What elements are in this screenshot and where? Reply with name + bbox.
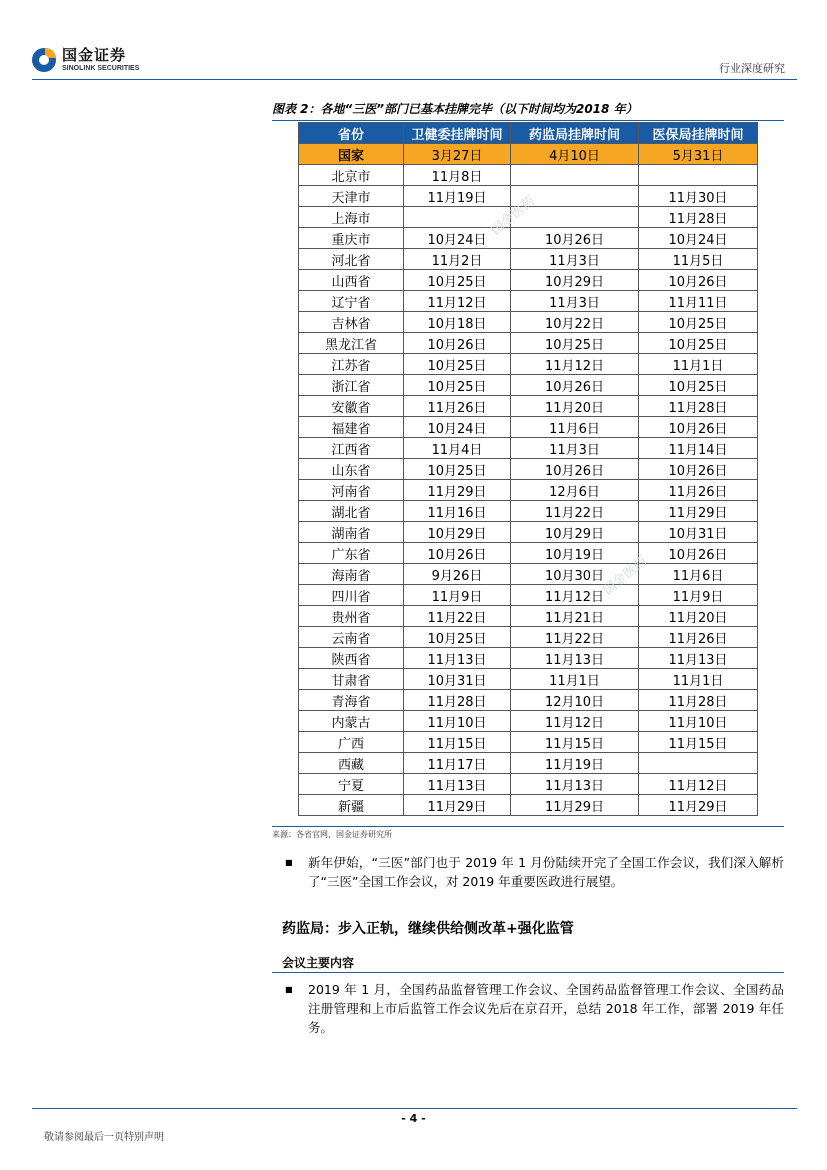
cell-province: 浙江省: [299, 375, 404, 396]
cell-medical-insurance-date: 5月31日: [639, 144, 758, 165]
cell-medical-insurance-date: 11月30日: [639, 186, 758, 207]
cell-health-commission-date: 10月26日: [404, 543, 511, 564]
table-row: [299, 417, 758, 438]
cell-province: 江苏省: [299, 354, 404, 375]
table-row: [299, 774, 758, 795]
figure-title: 图表 2：各地“三医”部门已基本挂牌完毕（以下时间均为2018 年）: [272, 102, 638, 116]
cell-province: 河北省: [299, 249, 404, 270]
cell-medical-insurance-date: 11月26日: [639, 627, 758, 648]
cell-drug-administration-date: 10月19日: [511, 543, 639, 564]
table-row: [299, 732, 758, 753]
table-row: [299, 165, 758, 186]
cell-province: 国家: [299, 144, 404, 165]
table-row: [299, 795, 758, 816]
report-type-label: 行业深度研究: [719, 62, 785, 75]
cell-province: 青海省: [299, 690, 404, 711]
cell-province: 甘肃省: [299, 669, 404, 690]
page-number: - 4 -: [401, 1112, 426, 1125]
cell-province: 宁夏: [299, 774, 404, 795]
cell-medical-insurance-date: 11月29日: [639, 795, 758, 816]
table-row: [299, 501, 758, 522]
listing-dates-table: [298, 122, 758, 816]
cell-medical-insurance-date: 11月9日: [639, 585, 758, 606]
cell-medical-insurance-date: 10月25日: [639, 333, 758, 354]
bullet-icon: ■: [285, 858, 293, 867]
table-row: [299, 606, 758, 627]
cell-drug-administration-date: 12月10日: [511, 690, 639, 711]
cell-medical-insurance-date: 10月26日: [639, 459, 758, 480]
cell-drug-administration-date: 4月10日: [511, 144, 639, 165]
table-row: [299, 333, 758, 354]
cell-drug-administration-date: 12月6日: [511, 480, 639, 501]
cell-health-commission-date: 11月10日: [404, 711, 511, 732]
cell-medical-insurance-date: 10月24日: [639, 228, 758, 249]
cell-health-commission-date: 11月15日: [404, 732, 511, 753]
column-header-province: 省份: [299, 123, 404, 144]
cell-drug-administration-date: 11月20日: [511, 396, 639, 417]
bullet-icon: ■: [285, 985, 293, 994]
cell-health-commission-date: 11月22日: [404, 606, 511, 627]
cell-province: 贵州省: [299, 606, 404, 627]
cell-medical-insurance-date: 11月15日: [639, 732, 758, 753]
cell-health-commission-date: 11月16日: [404, 501, 511, 522]
footer-divider: [32, 1108, 797, 1109]
column-header-medical-insurance: 医保局挂牌时间: [639, 123, 758, 144]
cell-health-commission-date: 11月8日: [404, 165, 511, 186]
section-heading: 药监局：步入正轨，继续供给侧改革+强化监管: [282, 921, 574, 937]
subsection-rule: [272, 972, 784, 973]
cell-drug-administration-date: 10月26日: [511, 228, 639, 249]
cell-medical-insurance-date: 11月10日: [639, 711, 758, 732]
cell-medical-insurance-date: 10月26日: [639, 270, 758, 291]
cell-province: 天津市: [299, 186, 404, 207]
cell-medical-insurance-date: 11月1日: [639, 669, 758, 690]
figure-top-rule: [272, 120, 784, 121]
cell-medical-insurance-date: 10月26日: [639, 417, 758, 438]
cell-drug-administration-date: 11月12日: [511, 354, 639, 375]
subsection-heading: 会议主要内容: [282, 956, 355, 970]
cell-health-commission-date: 11月12日: [404, 291, 511, 312]
cell-medical-insurance-date: 11月14日: [639, 438, 758, 459]
cell-health-commission-date: 11月9日: [404, 585, 511, 606]
company-logo: [32, 48, 139, 72]
cell-province: 四川省: [299, 585, 404, 606]
table-row: [299, 564, 758, 585]
header-divider: [32, 79, 797, 80]
cell-province: 吉林省: [299, 312, 404, 333]
cell-province: 海南省: [299, 564, 404, 585]
cell-health-commission-date: 10月24日: [404, 228, 511, 249]
cell-health-commission-date: 10月31日: [404, 669, 511, 690]
cell-drug-administration-date: 11月29日: [511, 795, 639, 816]
cell-health-commission-date: 10月25日: [404, 627, 511, 648]
cell-medical-insurance-date: 10月31日: [639, 522, 758, 543]
cell-drug-administration-date: 11月19日: [511, 753, 639, 774]
cell-province: 广东省: [299, 543, 404, 564]
cell-drug-administration-date: 11月22日: [511, 627, 639, 648]
cell-province: 福建省: [299, 417, 404, 438]
page-header: [0, 0, 827, 86]
cell-health-commission-date: 3月27日: [404, 144, 511, 165]
table-row: [299, 480, 758, 501]
cell-health-commission-date: 10月25日: [404, 459, 511, 480]
cell-province: 湖北省: [299, 501, 404, 522]
cell-health-commission-date: 11月26日: [404, 396, 511, 417]
table-header-row: [299, 123, 758, 144]
cell-province: 广西: [299, 732, 404, 753]
cell-medical-insurance-date: 11月29日: [639, 501, 758, 522]
cell-health-commission-date: 11月29日: [404, 480, 511, 501]
cell-province: 陕西省: [299, 648, 404, 669]
cell-health-commission-date: 11月19日: [404, 186, 511, 207]
cell-province: 河南省: [299, 480, 404, 501]
cell-medical-insurance-date: 11月12日: [639, 774, 758, 795]
figure-bottom-rule: [272, 826, 784, 827]
table-row-national: [299, 144, 758, 165]
cell-drug-administration-date: 11月3日: [511, 291, 639, 312]
cell-medical-insurance-date: [639, 753, 758, 774]
cell-health-commission-date: 10月25日: [404, 375, 511, 396]
cell-medical-insurance-date: 10月25日: [639, 312, 758, 333]
figure-source: 来源：各省官网，国金证券研究所: [272, 830, 392, 839]
logo-mark-icon: [32, 48, 56, 72]
table-row: [299, 354, 758, 375]
table-row: [299, 585, 758, 606]
cell-medical-insurance-date: 11月5日: [639, 249, 758, 270]
cell-province: 重庆市: [299, 228, 404, 249]
table-row: [299, 375, 758, 396]
cell-province: 云南省: [299, 627, 404, 648]
table-row: [299, 648, 758, 669]
cell-drug-administration-date: 11月22日: [511, 501, 639, 522]
cell-medical-insurance-date: 11月11日: [639, 291, 758, 312]
cell-health-commission-date: 11月29日: [404, 795, 511, 816]
cell-health-commission-date: 10月26日: [404, 333, 511, 354]
table-row: [299, 396, 758, 417]
table-row: [299, 522, 758, 543]
table-row: [299, 291, 758, 312]
table-row: [299, 270, 758, 291]
table-row: [299, 312, 758, 333]
cell-health-commission-date: 11月17日: [404, 753, 511, 774]
cell-medical-insurance-date: 11月28日: [639, 207, 758, 228]
cell-province: 新疆: [299, 795, 404, 816]
paragraph-meeting: 2019 年 1 月，全国药品监督管理工作会议、全国药品监督管理工作会议、全国药品注册管理和上市后监管工作会议先后在京召开，总结 2018 年工作，部署 2019 年任务。: [308, 982, 784, 1035]
cell-health-commission-date: 11月13日: [404, 648, 511, 669]
cell-medical-insurance-date: 11月20日: [639, 606, 758, 627]
cell-province: 安徽省: [299, 396, 404, 417]
cell-medical-insurance-date: 11月1日: [639, 354, 758, 375]
cell-province: 山西省: [299, 270, 404, 291]
cell-drug-administration-date: 11月13日: [511, 648, 639, 669]
table-row: [299, 459, 758, 480]
watermark: 国金医药: [600, 553, 651, 599]
cell-medical-insurance-date: 10月25日: [639, 375, 758, 396]
cell-health-commission-date: 11月28日: [404, 690, 511, 711]
cell-drug-administration-date: 10月26日: [511, 459, 639, 480]
cell-health-commission-date: 10月29日: [404, 522, 511, 543]
cell-health-commission-date: 9月26日: [404, 564, 511, 585]
table-row: [299, 690, 758, 711]
cell-drug-administration-date: 10月30日: [511, 564, 639, 585]
cell-medical-insurance-date: 10月26日: [639, 543, 758, 564]
cell-medical-insurance-date: 11月6日: [639, 564, 758, 585]
cell-drug-administration-date: 11月3日: [511, 438, 639, 459]
footer-disclaimer: 敬请参阅最后一页特别声明: [44, 1132, 164, 1143]
cell-drug-administration-date: 11月12日: [511, 585, 639, 606]
cell-drug-administration-date: 10月25日: [511, 333, 639, 354]
table-row: [299, 249, 758, 270]
column-header-drug-administration: 药监局挂牌时间: [511, 123, 639, 144]
cell-drug-administration-date: 10月22日: [511, 312, 639, 333]
cell-drug-administration-date: [511, 165, 639, 186]
cell-drug-administration-date: 10月26日: [511, 375, 639, 396]
cell-medical-insurance-date: 11月28日: [639, 396, 758, 417]
cell-drug-administration-date: 10月29日: [511, 270, 639, 291]
cell-health-commission-date: 11月4日: [404, 438, 511, 459]
cell-province: 湖南省: [299, 522, 404, 543]
cell-province: 北京市: [299, 165, 404, 186]
cell-health-commission-date: 10月18日: [404, 312, 511, 333]
cell-province: 江西省: [299, 438, 404, 459]
cell-health-commission-date: 10月24日: [404, 417, 511, 438]
cell-drug-administration-date: 11月3日: [511, 249, 639, 270]
cell-medical-insurance-date: 11月26日: [639, 480, 758, 501]
cell-drug-administration-date: 11月12日: [511, 711, 639, 732]
table-row: [299, 753, 758, 774]
column-header-health-commission: 卫健委挂牌时间: [404, 123, 511, 144]
logo-english-name: SINOLINK SECURITIES: [62, 65, 140, 72]
paragraph-intro: 新年伊始，“三医”部门也于 2019 年 1 月份陆续开完了全国工作会议，我们深入解析了“三医”全国工作会议，对 2019 年重要医政进行展望。: [308, 855, 784, 889]
cell-province: 辽宁省: [299, 291, 404, 312]
table-row: [299, 438, 758, 459]
cell-drug-administration-date: 11月1日: [511, 669, 639, 690]
cell-health-commission-date: 11月2日: [404, 249, 511, 270]
cell-medical-insurance-date: 11月28日: [639, 690, 758, 711]
cell-province: 西藏: [299, 753, 404, 774]
table-body: [299, 144, 758, 816]
cell-drug-administration-date: 11月15日: [511, 732, 639, 753]
table-row: [299, 228, 758, 249]
logo-chinese-name: 国金证券: [62, 46, 127, 64]
cell-health-commission-date: 10月25日: [404, 270, 511, 291]
cell-province: 山东省: [299, 459, 404, 480]
cell-drug-administration-date: 11月13日: [511, 774, 639, 795]
watermark: 国金医药: [488, 193, 539, 239]
cell-drug-administration-date: 11月6日: [511, 417, 639, 438]
cell-medical-insurance-date: [639, 165, 758, 186]
cell-drug-administration-date: 11月21日: [511, 606, 639, 627]
cell-medical-insurance-date: 11月13日: [639, 648, 758, 669]
table-row: [299, 543, 758, 564]
table-row: [299, 669, 758, 690]
table-row: [299, 627, 758, 648]
cell-province: 内蒙古: [299, 711, 404, 732]
cell-province: 黑龙江省: [299, 333, 404, 354]
cell-health-commission-date: 10月25日: [404, 354, 511, 375]
cell-province: 上海市: [299, 207, 404, 228]
table-row: [299, 711, 758, 732]
cell-drug-administration-date: 10月29日: [511, 522, 639, 543]
cell-health-commission-date: 11月13日: [404, 774, 511, 795]
